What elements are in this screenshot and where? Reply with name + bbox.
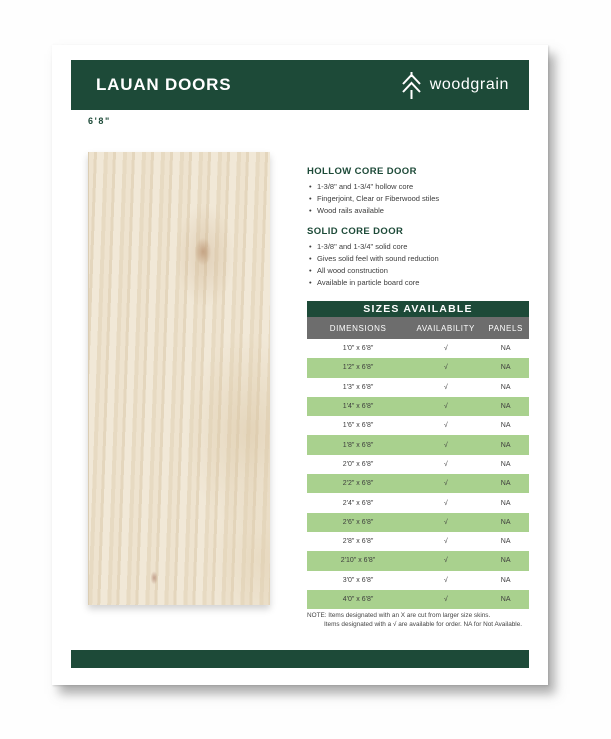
table-row <box>307 455 529 474</box>
footer-bar <box>71 650 529 668</box>
note-line-1: NOTE: Items designated with an X are cut from larger size skins. <box>307 612 491 620</box>
panels-cell: NA <box>500 499 511 507</box>
spec-sheet <box>52 45 548 685</box>
availability-cell: √ <box>443 441 448 449</box>
dimension-cell: 2'8" x 6'8" <box>342 538 374 546</box>
bullet-item: • Gives solid feel with sound reduction <box>307 253 529 265</box>
table-row <box>307 358 529 377</box>
availability-cell: √ <box>443 499 448 507</box>
panels-cell: NA <box>500 364 511 372</box>
dimension-cell: 1'8" x 6'8" <box>342 441 374 449</box>
table-header-row <box>307 317 529 339</box>
panels-cell: NA <box>500 441 511 449</box>
table-row <box>307 435 529 454</box>
dimension-cell: 1'0" x 6'8" <box>342 345 374 353</box>
dimension-cell: 2'10" x 6'8" <box>340 557 376 565</box>
dimension-cell: 2'4" x 6'8" <box>342 499 374 507</box>
hollow-core-bullet-list <box>307 181 529 217</box>
dimension-cell: 2'0" x 6'8" <box>342 460 374 468</box>
dimension-cell: 4'0" x 6'8" <box>342 596 374 603</box>
availability-cell: √ <box>443 518 448 526</box>
dimension-cell: 3'0" x 6'8" <box>342 576 374 584</box>
panels-cell: NA <box>500 345 511 353</box>
panels-cell: NA <box>500 460 511 468</box>
sizes-table <box>307 301 529 609</box>
section-heading: SOLID CORE DOOR <box>307 226 404 237</box>
panels-cell: NA <box>500 422 511 430</box>
bullet-item: • 1-3/8" and 1-3/4" hollow core <box>307 181 529 193</box>
availability-cell: √ <box>443 403 448 411</box>
availability-cell: √ <box>443 422 448 430</box>
dimension-cell: 2'2" x 6'8" <box>342 480 374 488</box>
dimension-cell: 1'2" x 6'8" <box>342 364 374 372</box>
table-title: SIZES AVAILABLE <box>307 301 529 317</box>
woodgrain-logo <box>401 71 509 99</box>
table-row <box>307 532 529 551</box>
panels-cell: NA <box>500 596 511 603</box>
table-row <box>307 397 529 416</box>
panels-cell: NA <box>500 557 511 565</box>
table-row <box>307 474 529 493</box>
bullet-item: • Wood rails available <box>307 205 529 217</box>
availability-cell: √ <box>443 345 448 353</box>
availability-cell: √ <box>443 576 448 584</box>
dimension-cell: 1'6" x 6'8" <box>342 422 374 430</box>
door-height-label: 6'8" <box>88 116 111 126</box>
tree-icon <box>401 71 422 99</box>
panels-cell: NA <box>500 518 511 526</box>
table-note <box>307 612 529 629</box>
section-hollow-core <box>307 166 529 217</box>
availability-cell: √ <box>443 364 448 372</box>
note-line-2: Items designated with a √ are available for order. NA for Not Available. <box>324 620 523 628</box>
dimension-cell: 1'3" x 6'8" <box>342 383 374 391</box>
door-image <box>88 152 270 605</box>
section-heading: HOLLOW CORE DOOR <box>307 166 417 177</box>
availability-cell: √ <box>443 596 448 603</box>
panels-cell: NA <box>500 383 511 391</box>
bullet-item: • Fingerjoint, Clear or Fiberwood stiles <box>307 193 529 205</box>
panels-cell: NA <box>500 538 511 546</box>
table-row <box>307 416 529 435</box>
table-body <box>307 339 529 609</box>
availability-cell: √ <box>443 538 448 546</box>
logo-wordmark: woodgrain <box>429 76 509 93</box>
availability-cell: √ <box>443 557 448 565</box>
table-row <box>307 339 529 358</box>
table-row <box>307 571 529 590</box>
content-column <box>307 166 529 629</box>
bullet-item: • All wood construction <box>307 265 529 277</box>
header-bar <box>71 60 529 110</box>
column-header-dimensions: DIMENSIONS <box>329 323 387 333</box>
table-row <box>307 378 529 397</box>
table-row <box>307 513 529 532</box>
column-header-availability: AVAILABILITY <box>416 323 475 333</box>
bullet-item: • Available in particle board core <box>307 277 529 289</box>
column-header-panels: PANELS <box>488 323 523 333</box>
section-solid-core <box>307 226 529 289</box>
page-title: LAUAN DOORS <box>96 75 232 94</box>
availability-cell: √ <box>443 383 448 391</box>
availability-cell: √ <box>443 460 448 468</box>
panels-cell: NA <box>500 480 511 488</box>
panels-cell: NA <box>500 403 511 411</box>
table-row <box>307 590 529 609</box>
dimension-cell: 1'4" x 6'8" <box>342 403 374 411</box>
solid-core-bullet-list <box>307 241 529 289</box>
panels-cell: NA <box>500 576 511 584</box>
dimension-cell: 2'6" x 6'8" <box>342 518 374 526</box>
table-row <box>307 551 529 570</box>
bullet-item: • 1-3/8" and 1-3/4" solid core <box>307 241 529 253</box>
table-row <box>307 493 529 512</box>
availability-cell: √ <box>443 480 448 488</box>
